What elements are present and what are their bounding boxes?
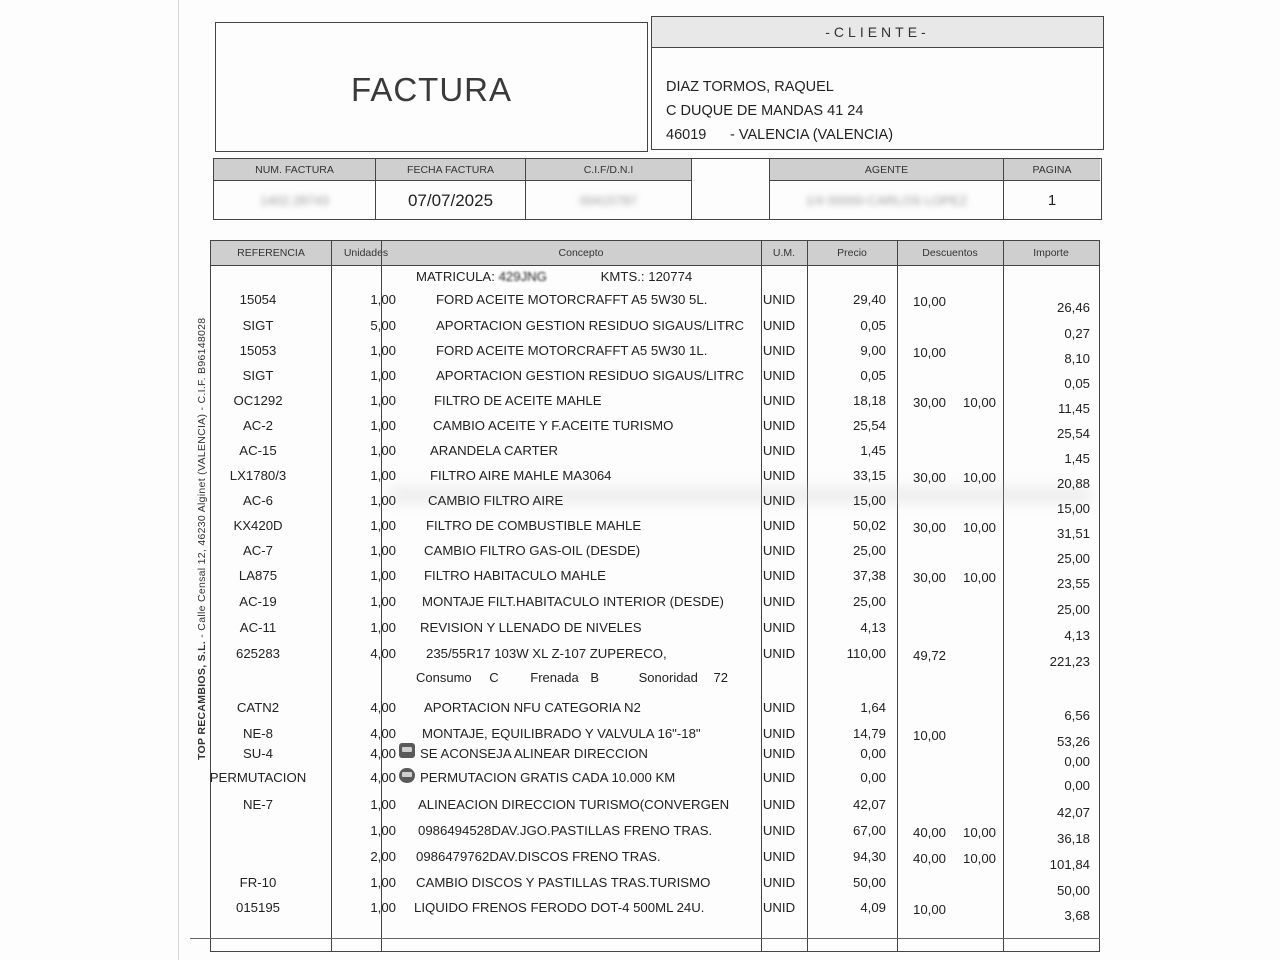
tyre-consumo-value: C [489,670,499,685]
page-title: FACTURA [350,71,512,108]
company-address: - Calle Censal 12, 46230 Alginet (VALENCIA) - C.I.F. B96148028 [196,317,208,638]
page-number: 1 [1047,192,1057,209]
line-um: UNID [762,594,796,609]
line-um: UNID [762,418,796,433]
paper-edge [178,0,179,960]
col-header-um: U.M. [772,247,796,259]
col-header-concepto: Concepto [558,247,604,259]
tyre-sonoridad-label: Sonoridad [638,670,698,685]
line-imp: 6,56 [1064,708,1090,723]
line-con: FILTRO DE COMBUSTIBLE MAHLE [426,518,642,533]
line-con: 235/55R17 103W XL Z-107 ZUPERECO, [426,646,667,661]
line-pre: 18,18 [852,393,886,408]
line-pre: 50,00 [852,875,886,890]
line-imp: 23,55 [1056,576,1090,591]
line-uni: 1,00 [370,568,396,583]
line-imp: 31,51 [1056,526,1090,541]
line-imp: 11,45 [1057,401,1090,416]
line-um: UNID [762,770,796,785]
car-alignment-icon [399,743,415,758]
line-con: CAMBIO FILTRO GAS-OIL (DESDE) [424,543,641,558]
line-imp: 0,05 [1064,376,1090,391]
line-uni: 1,00 [370,543,396,558]
line-ref: 015195 [235,900,280,915]
line-con: ARANDELA CARTER [430,443,559,458]
line-d1: 49,72 [912,648,946,663]
table-header [211,241,1099,266]
line-uni: 1,00 [370,493,396,508]
line-pre: 67,00 [852,823,886,838]
line-d1: 30,00 [912,520,946,535]
line-um: UNID [762,797,796,812]
line-ref: KX420D [233,518,283,533]
col-header-precio: Precio [837,247,867,259]
line-pre: 1,45 [860,443,886,458]
line-pre: 33,15 [852,468,886,483]
line-um: UNID [762,393,796,408]
line-d2: 10,00 [962,520,996,535]
line-ref: LA875 [238,568,278,583]
vehicle-info-line [416,269,692,284]
line-ref: AC-11 [239,620,277,635]
invoice-number-header: NUM. FACTURA [214,159,375,181]
line-uni: 1,00 [370,468,396,483]
line-imp: 0,00 [1064,754,1090,769]
line-um: UNID [762,646,796,661]
line-ref: 15054 [239,292,277,307]
agent-cell [770,159,1004,219]
invoice-date-value: 07/07/2025 [407,191,494,210]
line-ref: AC-15 [239,443,277,458]
line-imp: 26,46 [1056,300,1090,315]
kmts-value: 120774 [648,269,693,284]
line-ref: AC-2 [242,418,274,433]
matricula-label: MATRICULA: [416,269,495,284]
invoice-date-cell [376,159,526,219]
line-d2: 10,00 [962,395,996,410]
agent-value: 1/4 00000-CARLOS LOPEZ [805,193,968,208]
agent-header: AGENTE [770,159,1003,181]
line-uni: 4,00 [370,646,396,661]
cif-cell [526,159,692,219]
tyre-frenada-value: B [590,670,599,685]
company-name: TOP RECAMBIOS, S.L. [196,640,208,760]
line-imp: 25,00 [1056,551,1090,566]
line-uni: 1,00 [370,518,396,533]
cif-value: 00415787 [579,193,638,208]
line-d1: 40,00 [912,825,946,840]
line-pre: 4,13 [860,620,886,635]
line-imp: 20,88 [1056,476,1090,491]
line-d1: 10,00 [912,728,946,743]
line-pre: 25,00 [852,543,886,558]
line-con: FILTRO DE ACEITE MAHLE [434,393,602,408]
line-um: UNID [762,518,796,533]
col-header-descuentos: Descuentos [922,247,978,259]
line-d2: 10,00 [962,851,996,866]
line-pre: 0,05 [860,368,886,383]
line-imp: 4,13 [1064,628,1090,643]
line-imp: 0,00 [1064,778,1090,793]
line-ref: LX1780/3 [229,468,287,483]
line-um: UNID [762,620,796,635]
line-imp: 42,07 [1056,805,1090,820]
line-uni: 1,00 [370,418,396,433]
line-con: APORTACION GESTION RESIDUO SIGAUS/LITRC [436,318,744,333]
line-uni: 1,00 [370,393,396,408]
line-um: UNID [762,900,796,915]
line-um: UNID [762,343,796,358]
client-box [651,16,1104,150]
line-con: FILTRO HABITACULO MAHLE [424,568,606,583]
col-header-unidades: Unidades [343,247,389,259]
matricula-value: 429JNG [498,269,547,284]
invoice-number-cell [214,159,376,219]
line-um: UNID [762,493,796,508]
line-pre: 15,00 [852,493,886,508]
tyre-sonoridad-value: 72 [713,670,728,685]
line-con: FORD ACEITE MOTORCRAFFT A5 5W30 1L. [436,343,708,358]
line-pre: 94,30 [852,849,886,864]
line-ref: 625283 [235,646,280,661]
line-um: UNID [762,468,796,483]
line-con: 0986494528DAV.JGO.PASTILLAS FRENO TRAS. [418,823,713,838]
factura-title-box [215,22,648,152]
line-imp: 25,00 [1056,602,1090,617]
client-address: C DUQUE DE MANDAS 41 24 [666,103,864,119]
line-ref: PERMUTACION [209,770,307,785]
line-pre: 0,00 [860,746,886,761]
line-uni: 1,00 [370,620,396,635]
line-con: LIQUIDO FRENOS FERODO DOT-4 500ML 24U. [414,900,705,915]
line-ref: SU-4 [242,746,274,761]
line-d1: 10,00 [912,294,946,309]
invoice-number-value: 1402.28743 [260,193,329,208]
col-divider [1003,241,1004,951]
line-uni: 1,00 [370,343,396,358]
line-uni: 1,00 [370,368,396,383]
line-pre: 0,05 [860,318,886,333]
line-pre: 29,40 [852,292,886,307]
line-con: CAMBIO DISCOS Y PASTILLAS TRAS.TURISMO [416,875,711,890]
line-ref: AC-6 [242,493,274,508]
client-header: -CLIENTE- [652,17,1103,48]
tyre-consumo-label: Consumo [416,670,472,685]
line-uni: 1,00 [370,443,396,458]
client-city: - VALENCIA (VALENCIA) [730,127,894,143]
line-um: UNID [762,443,796,458]
line-con: PERMUTACION GRATIS CADA 10.000 KM [420,770,676,785]
line-con: CAMBIO FILTRO AIRE [428,493,564,508]
line-uni: 1,00 [370,292,396,307]
line-d2: 10,00 [962,825,996,840]
line-uni: 1,00 [370,594,396,609]
line-ref: SIGT [242,318,274,333]
line-con: CAMBIO ACEITE Y F.ACEITE TURISMO [433,418,674,433]
line-ref: FR-10 [239,875,277,890]
line-uni: 4,00 [370,726,396,741]
line-um: UNID [762,823,796,838]
line-um: UNID [762,543,796,558]
line-imp: 25,54 [1056,426,1090,441]
line-pre: 50,02 [852,518,886,533]
company-side-text [196,318,208,760]
page-header: PAGINA [1004,159,1100,181]
line-pre: 14,79 [852,726,886,741]
line-imp: 50,00 [1056,883,1090,898]
tyre-rotation-icon [399,768,415,783]
line-imp: 8,10 [1064,351,1090,366]
line-con: FILTRO AIRE MAHLE MA3064 [430,468,612,483]
line-um: UNID [762,318,796,333]
col-header-importe: Importe [1033,247,1069,259]
line-pre: 42,07 [852,797,886,812]
line-pre: 25,54 [852,418,886,433]
line-uni: 2,00 [370,849,396,864]
line-pre: 25,00 [852,594,886,609]
page-cell [1004,159,1100,219]
line-ref: NE-8 [242,726,274,741]
client-postal-code: 46019 [666,127,707,143]
invoice-info-row [213,158,1102,220]
line-pre: 0,00 [860,770,886,785]
line-imp: 3,68 [1064,908,1090,923]
line-con: SE ACONSEJA ALINEAR DIRECCION [420,746,648,761]
line-d1: 10,00 [912,345,946,360]
line-imp: 15,00 [1056,501,1090,516]
line-uni: 1,00 [370,823,396,838]
line-pre: 37,38 [852,568,886,583]
invoice-date-header: FECHA FACTURA [376,159,525,181]
cif-header: C.I.F/D.N.I [526,159,691,181]
line-uni: 4,00 [370,770,396,785]
line-uni: 4,00 [370,746,396,761]
tyre-label-line [416,670,728,685]
line-d1: 30,00 [912,395,946,410]
line-ref: CATN2 [236,700,280,715]
line-imp: 53,26 [1056,734,1090,749]
line-imp: 1,45 [1064,451,1090,466]
kmts-label: KMTS.: [600,269,645,284]
line-imp: 0,27 [1064,326,1090,341]
line-con: REVISION Y LLENADO DE NIVELES [420,620,642,635]
info-gap-cell [692,159,770,219]
tyre-frenada-label: Frenada [530,670,579,685]
line-um: UNID [762,849,796,864]
line-um: UNID [762,568,796,583]
line-ref: NE-7 [242,797,274,812]
line-um: UNID [762,368,796,383]
line-uni: 1,00 [370,875,396,890]
line-pre: 1,64 [860,700,886,715]
line-ref: AC-19 [239,594,277,609]
line-ref: 15053 [239,343,277,358]
line-uni: 4,00 [370,700,396,715]
line-con: 0986479762DAV.DISCOS FRENO TRAS. [416,849,661,864]
line-d1: 40,00 [912,851,946,866]
line-imp: 36,18 [1056,831,1090,846]
line-um: UNID [762,292,796,307]
line-um: UNID [762,875,796,890]
line-con: MONTAJE FILT.HABITACULO INTERIOR (DESDE) [422,594,724,609]
line-d1: 10,00 [912,902,946,917]
line-pre: 9,00 [860,343,886,358]
line-d1: 30,00 [912,570,946,585]
footer-divider [190,938,1100,939]
line-uni: 1,00 [370,900,396,915]
line-uni: 1,00 [370,797,396,812]
line-con: APORTACION GESTION RESIDUO SIGAUS/LITRC [436,368,744,383]
line-con: APORTACION NFU CATEGORIA N2 [424,700,641,715]
line-um: UNID [762,726,796,741]
line-d2: 10,00 [962,470,996,485]
client-name: DIAZ TORMOS, RAQUEL [666,79,834,95]
line-con: FORD ACEITE MOTORCRAFFT A5 5W30 5L. [436,292,708,307]
line-pre: 110,00 [846,646,886,661]
line-d1: 30,00 [912,470,946,485]
line-ref: SIGT [242,368,274,383]
line-um: UNID [762,746,796,761]
line-ref: OC1292 [233,393,283,408]
line-con: MONTAJE, EQUILIBRADO Y VALVULA 16"-18" [422,726,701,741]
col-header-referencia: REFERENCIA [237,247,305,259]
line-imp: 101,84 [1049,857,1090,872]
line-pre: 4,09 [860,900,886,915]
line-con: ALINEACION DIRECCION TURISMO(CONVERGEN [418,797,730,812]
line-uni: 5,00 [370,318,396,333]
line-imp: 221,23 [1049,654,1090,669]
line-um: UNID [762,700,796,715]
line-ref: AC-7 [242,543,274,558]
line-d2: 10,00 [962,570,996,585]
